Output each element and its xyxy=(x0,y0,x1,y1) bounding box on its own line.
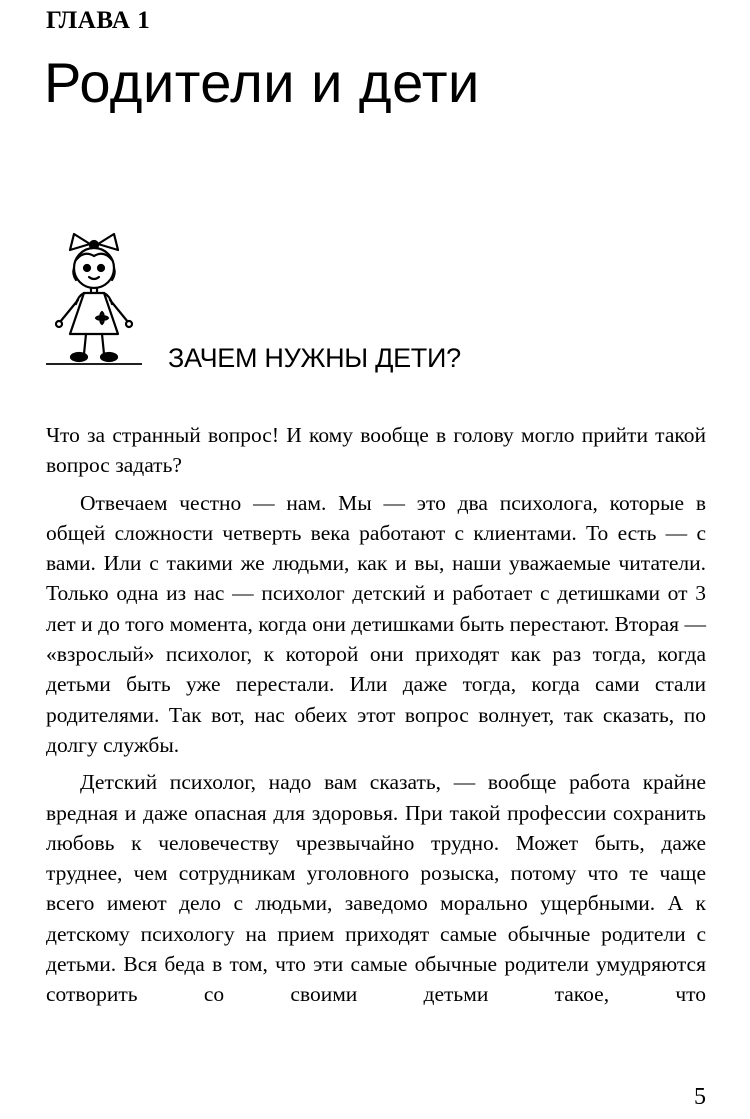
section-heading: ЗАЧЕМ НУЖНЫ ДЕТИ? xyxy=(168,343,461,373)
girl-with-bow-icon xyxy=(46,230,142,370)
paragraph: Отвечаем честно — нам. Мы — это два психолога, которые в общей сложности четверть века работают с клиентами. То есть — с вами. Или с такими же людьми, как и вы, наши уважаемые читатели. Только одна из нас — психолог детский и работает с детишками от 3 лет и до того момента, когда они детишками быть перестают. Вторая — «взрослый» психолог, к которой они приходят как раз тогда, когда детьми быть уже перестали. Или даже тогда, когда сами стали родителями. Так вот, нас обеих этот вопрос волнует, так сказать, по долгу службы. xyxy=(46,490,706,757)
paragraph: Детский психолог, надо вам сказать, — вообще работа крайне вредная и даже опасная для здоровья. При такой профессии сохранить любовь к человечеству чрезвычайно трудно. Может быть, даже труднее, чем сотрудникам уголовного розыска, потому что те чаще всего имеют дело с людьми, заведомо морально ущербными. А к детскому психологу на прием приходят самые обычные родители с детьми. Вся беда в том, что эти самые обычные родители умудряются сотворить со своими детьми такое, что xyxy=(46,770,706,1007)
page-number: 5 xyxy=(694,1084,706,1110)
body-text xyxy=(46,420,706,1017)
chapter-title: Родители и дети xyxy=(44,51,480,114)
paragraph: Что за странный вопрос! И кому вообще в голову могло прийти такой вопрос задать? xyxy=(46,423,706,478)
chapter-label: ГЛАВА 1 xyxy=(46,7,151,34)
